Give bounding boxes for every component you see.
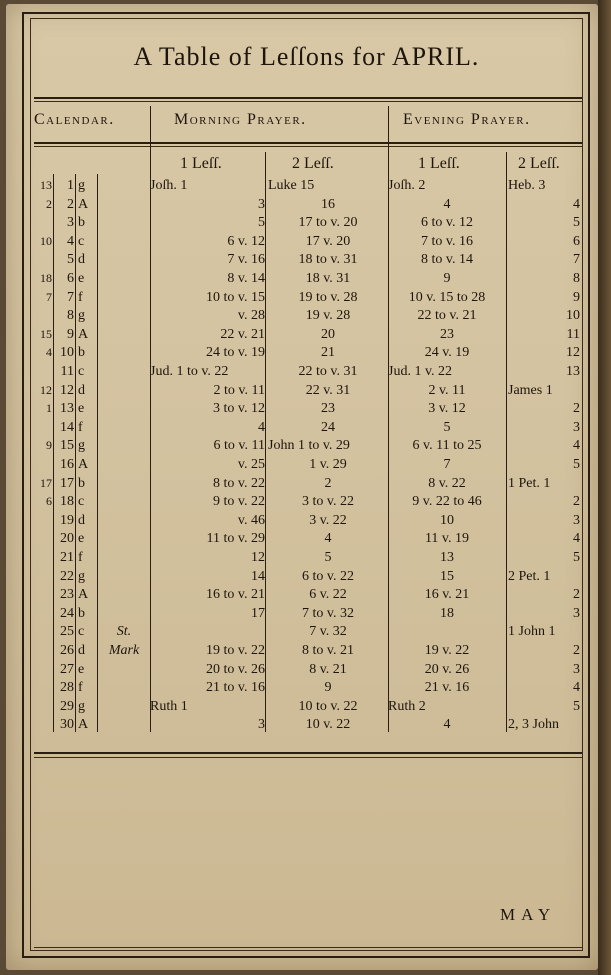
- day-number: 18: [60, 494, 74, 510]
- dominical-letter: c: [78, 233, 85, 249]
- table-row: [0, 457, 611, 477]
- evening-second-lesson: James 1: [508, 382, 553, 398]
- evening-first-lesson: 23: [440, 326, 454, 342]
- morning-second-lesson: 8 v. 21: [309, 661, 347, 677]
- evening-second-lesson: 2: [573, 643, 580, 658]
- day-number: 26: [60, 643, 74, 658]
- table-bottom-rule: [34, 752, 582, 754]
- evening-second-lesson: Heb. 3: [508, 178, 546, 193]
- cycle-number: 7: [46, 289, 52, 304]
- evening-second-lesson: 2: [573, 587, 580, 603]
- morning-first-lesson: 17: [251, 605, 265, 621]
- morning-first-lesson: 4: [258, 419, 265, 435]
- evening-second-lesson: 9: [573, 289, 580, 305]
- evening-second-lesson: 3: [573, 512, 580, 528]
- morning-first-lesson: v. 28: [237, 308, 265, 324]
- evening-first-lesson: Joſh. 2: [388, 178, 426, 193]
- morning-first-lesson: 9 to v. 22: [213, 494, 265, 510]
- morning-second-lesson: 16: [321, 196, 335, 212]
- day-number: 25: [60, 624, 74, 640]
- page-bottom-rule: [34, 947, 582, 948]
- evening-second-lesson: 2 Pet. 1: [508, 568, 551, 584]
- evening-first-lesson: Jud. 1 v. 22: [388, 364, 453, 379]
- day-number: 24: [60, 605, 74, 621]
- morning-second-lesson: 19 v. 28: [305, 308, 351, 324]
- evening-second-lesson: 3: [573, 605, 580, 621]
- morning-second-lesson: Luke 15: [268, 178, 315, 193]
- dominical-letter: c: [78, 624, 85, 640]
- day-number: 8: [67, 308, 74, 324]
- morning-first-lesson: Ruth 1: [150, 698, 188, 714]
- day-number: 15: [60, 438, 74, 454]
- header-rule-thin: [34, 146, 582, 147]
- morning-first-lesson: v. 46: [237, 512, 265, 528]
- evening-second-lesson: 6: [573, 233, 580, 249]
- evening-first-lesson: 7: [443, 457, 451, 472]
- evening-first-lesson: 20 v. 26: [424, 661, 470, 677]
- evening-second-lesson: 2: [573, 494, 580, 510]
- table-row: [0, 327, 611, 347]
- dominical-letter: d: [78, 643, 85, 658]
- morning-first-lesson: Joſh. 1: [150, 178, 188, 193]
- dominical-letter: g: [78, 698, 85, 714]
- header-evening-prayer: Evening Prayer.: [403, 111, 531, 128]
- evening-second-lesson: 2, 3 John: [508, 717, 559, 733]
- morning-first-lesson: 22 v. 21: [220, 326, 265, 342]
- morning-first-lesson: 12: [251, 550, 265, 565]
- table-row: [0, 531, 611, 551]
- morning-second-lesson: 22 to v. 31: [298, 364, 358, 379]
- day-number: 1: [67, 178, 74, 193]
- evening-first-lesson: 21 v. 16: [424, 680, 470, 696]
- table-row: [0, 383, 611, 403]
- morning-second-lesson: 19 to v. 28: [298, 289, 358, 305]
- morning-second-lesson: 4: [324, 531, 332, 547]
- morning-second-lesson: 5: [324, 550, 332, 565]
- table-row: [0, 624, 611, 644]
- morning-first-lesson: 8 v. 14: [227, 271, 265, 286]
- morning-first-lesson: 24 to v. 19: [206, 345, 265, 361]
- evening-first-lesson: 10 v. 15 to 28: [408, 289, 486, 305]
- morning-first-lesson: 19 to v. 22: [206, 643, 265, 658]
- morning-first-lesson: 6 to v. 11: [213, 438, 265, 454]
- table-row: [0, 197, 611, 217]
- day-number: 12: [60, 382, 74, 398]
- dominical-letter: d: [78, 252, 85, 268]
- evening-first-lesson: 8 to v. 14: [421, 252, 473, 268]
- dominical-letter: b: [78, 475, 85, 491]
- evening-second-lesson: 13: [566, 364, 580, 379]
- evening-second-lesson: 5: [573, 550, 580, 565]
- header-calendar: Calendar.: [34, 111, 115, 128]
- table-row: [0, 401, 611, 421]
- day-number: 13: [60, 401, 74, 417]
- morning-second-lesson: 6 to v. 22: [302, 568, 354, 584]
- page-title: A Table of Leſſons for APRIL.: [133, 42, 480, 71]
- table-row: [0, 662, 611, 682]
- evening-second-lesson: 10: [566, 308, 580, 324]
- table-row: [0, 308, 611, 328]
- morning-first-lesson: Jud. 1 to v. 22: [150, 364, 229, 379]
- evening-first-lesson: 24 v. 19: [424, 345, 470, 361]
- day-number: 19: [60, 512, 74, 528]
- day-number: 21: [60, 550, 74, 565]
- table-row: [0, 550, 611, 570]
- evening-first-lesson: 3 v. 12: [428, 401, 466, 417]
- morning-second-lesson: 21: [321, 345, 335, 361]
- catchword: MAY: [500, 905, 557, 924]
- dominical-letter: f: [78, 550, 83, 565]
- table-bottom-rule-thin: [34, 757, 582, 758]
- dominical-letter: A: [78, 196, 89, 212]
- dominical-letter: b: [78, 605, 85, 621]
- morning-second-lesson: 6 v. 22: [309, 587, 347, 603]
- evening-first-lesson: 2 v. 11: [428, 382, 466, 398]
- morning-first-lesson: 3 to v. 12: [213, 401, 265, 417]
- table-row: [0, 438, 611, 458]
- table-row: [0, 717, 611, 737]
- dominical-letter: c: [78, 364, 85, 379]
- evening-first-lesson: 22 to v. 21: [417, 308, 477, 324]
- title-rule-thin: [34, 101, 582, 102]
- evening-second-lesson: 4: [573, 438, 580, 454]
- dominical-letter: e: [78, 531, 85, 547]
- dominical-letter: b: [78, 345, 85, 361]
- evening-first-lesson: 6 to v. 12: [421, 215, 473, 231]
- day-number: 28: [60, 680, 74, 696]
- table-row: [0, 513, 611, 533]
- morning-second-lesson: 17 to v. 20: [298, 215, 358, 231]
- morning-first-lesson: 8 to v. 22: [213, 475, 265, 491]
- evening-second-lesson: 2: [573, 401, 580, 417]
- evening-first-lesson: Ruth 2: [388, 698, 426, 714]
- morning-second-lesson: 2: [324, 475, 332, 491]
- table-row: [0, 364, 611, 384]
- day-number: 4: [67, 233, 74, 249]
- header-morning-prayer: Morning Prayer.: [174, 111, 307, 128]
- day-number: 6: [67, 271, 74, 286]
- evening-second-lesson: 5: [573, 457, 580, 472]
- evening-second-lesson: 4: [573, 680, 580, 696]
- cycle-number: 1: [46, 401, 52, 416]
- morning-second-lesson: 9: [324, 680, 332, 696]
- cycle-number: 17: [40, 475, 52, 490]
- evening-first-lesson: 8 v. 22: [428, 475, 466, 491]
- evening-first-lesson: 5: [443, 419, 451, 435]
- day-number: 27: [60, 661, 74, 677]
- evening-second-lesson: 12: [566, 345, 580, 361]
- evening-first-lesson: 11 v. 19: [424, 531, 470, 547]
- morning-first-lesson: 3: [258, 196, 265, 212]
- day-number: 17: [60, 475, 74, 491]
- cycle-number: 2: [46, 196, 52, 211]
- evening-second-lesson: 4: [573, 531, 580, 547]
- morning-second-lesson: 3 v. 22: [309, 512, 347, 528]
- dominical-letter: e: [78, 401, 85, 417]
- evening-second-lesson: 4: [573, 196, 580, 212]
- evening-second-lesson: 3: [573, 419, 580, 435]
- evening-second-lesson: 5: [573, 698, 580, 714]
- dominical-letter: c: [78, 494, 85, 510]
- dominical-letter: A: [78, 326, 89, 342]
- table-row: [0, 178, 611, 198]
- table-row: [0, 215, 611, 235]
- evening-first-lesson: 19 v. 22: [424, 643, 470, 658]
- table-row: [0, 345, 611, 365]
- evening-second-lesson: 1 John 1: [508, 624, 556, 640]
- table-row: [0, 234, 611, 254]
- day-number: 11: [60, 364, 74, 379]
- dominical-letter: A: [78, 457, 89, 472]
- evening-second-lesson: 8: [573, 271, 580, 286]
- cycle-number: 18: [40, 271, 52, 285]
- evening-first-lesson: 16 v. 21: [424, 587, 470, 603]
- evening-second-lesson: 7: [573, 252, 580, 268]
- day-number: 23: [60, 587, 74, 603]
- morning-second-lesson: 7 to v. 32: [302, 605, 354, 621]
- dominical-letter: f: [78, 289, 83, 305]
- dominical-letter: A: [78, 587, 89, 603]
- morning-second-lesson: 22 v. 31: [305, 382, 351, 398]
- morning-first-lesson: 16 to v. 21: [206, 587, 265, 603]
- morning-first-lesson: 6 v. 12: [227, 233, 265, 249]
- subheader-morning-second: 2 Leſſ.: [292, 155, 334, 172]
- table-row: [0, 643, 611, 663]
- evening-first-lesson: 7 to v. 16: [421, 233, 473, 249]
- dominical-letter: b: [78, 215, 85, 231]
- morning-second-lesson: 18 v. 31: [305, 271, 351, 286]
- header-rule: [34, 142, 582, 144]
- table-row: [0, 680, 611, 700]
- subheader-evening-second: 2 Leſſ.: [518, 155, 560, 172]
- morning-second-lesson: 24: [321, 419, 335, 435]
- day-number: 29: [60, 698, 74, 714]
- table-row: [0, 606, 611, 626]
- day-number: 2: [67, 196, 74, 212]
- morning-first-lesson: v. 25: [237, 457, 265, 472]
- saint-day: Mark: [108, 643, 140, 658]
- dominical-letter: f: [78, 680, 83, 696]
- morning-first-lesson: 5: [258, 215, 265, 231]
- dominical-letter: d: [78, 382, 85, 398]
- morning-second-lesson: 17 v. 20: [305, 233, 351, 249]
- dominical-letter: g: [78, 568, 85, 584]
- table-row: [0, 420, 611, 440]
- morning-first-lesson: 3: [258, 717, 265, 733]
- day-number: 9: [67, 326, 74, 342]
- evening-first-lesson: 9 v. 22 to 46: [412, 494, 482, 510]
- morning-first-lesson: 20 to v. 26: [206, 661, 265, 677]
- day-number: 5: [67, 252, 74, 268]
- subheader-evening-first: 1 Leſſ.: [418, 155, 460, 172]
- morning-second-lesson: 1 v. 29: [309, 457, 347, 472]
- subheader-morning-first: 1 Leſſ.: [180, 155, 222, 172]
- morning-second-lesson: 8 to v. 21: [302, 643, 354, 658]
- evening-first-lesson: 13: [440, 550, 454, 565]
- morning-first-lesson: 11 to v. 29: [206, 531, 265, 547]
- dominical-letter: d: [78, 512, 85, 528]
- day-number: 20: [60, 531, 74, 547]
- cycle-number: 12: [40, 382, 52, 397]
- table-row: [0, 699, 611, 719]
- evening-second-lesson: 5: [573, 215, 580, 231]
- cycle-number: 15: [40, 326, 52, 341]
- table-row: [0, 569, 611, 589]
- table-row: [0, 290, 611, 310]
- evening-first-lesson: 4: [443, 196, 451, 212]
- morning-first-lesson: 21 to v. 16: [206, 680, 265, 696]
- morning-first-lesson: 7 v. 16: [227, 252, 265, 268]
- morning-first-lesson: 14: [251, 568, 265, 584]
- dominical-letter: e: [78, 661, 85, 677]
- saint-day: St.: [116, 624, 132, 640]
- dominical-letter: g: [78, 178, 85, 193]
- table-row: [0, 587, 611, 607]
- morning-first-lesson: 2 to v. 11: [213, 382, 265, 398]
- evening-second-lesson: 3: [573, 661, 580, 677]
- evening-first-lesson: 18: [440, 605, 454, 621]
- dominical-letter: g: [78, 308, 85, 324]
- cycle-number: 10: [40, 233, 52, 248]
- morning-second-lesson: 20: [321, 326, 335, 342]
- day-number: 16: [60, 457, 74, 472]
- day-number: 22: [60, 568, 74, 584]
- title-rule: [34, 97, 582, 99]
- morning-second-lesson: 3 to v. 22: [302, 494, 354, 510]
- table-row: [0, 271, 611, 291]
- day-number: 10: [60, 345, 74, 361]
- evening-first-lesson: 6 v. 11 to 25: [412, 438, 482, 454]
- dominical-letter: A: [78, 717, 89, 733]
- day-number: 3: [67, 215, 74, 231]
- morning-first-lesson: 10 to v. 15: [206, 289, 265, 305]
- day-number: 7: [67, 289, 74, 305]
- morning-second-lesson: 10 to v. 22: [298, 698, 358, 714]
- morning-second-lesson: 7 v. 32: [309, 624, 347, 640]
- cycle-number: 4: [46, 345, 52, 360]
- dominical-letter: e: [78, 271, 85, 286]
- day-number: 14: [60, 419, 74, 435]
- dominical-letter: g: [78, 438, 85, 454]
- evening-second-lesson: 11: [566, 326, 580, 342]
- table-row: [0, 494, 611, 514]
- evening-first-lesson: 10: [440, 512, 454, 528]
- evening-first-lesson: 15: [440, 568, 454, 584]
- morning-second-lesson: 10 v. 22: [305, 717, 351, 733]
- dominical-letter: f: [78, 419, 83, 435]
- cycle-number: 9: [46, 438, 52, 453]
- evening-first-lesson: 9: [443, 271, 451, 286]
- table-row: [0, 476, 611, 496]
- cycle-number: 6: [46, 494, 52, 509]
- day-number: 30: [60, 717, 74, 733]
- evening-second-lesson: 1 Pet. 1: [508, 475, 551, 491]
- evening-first-lesson: 4: [443, 717, 451, 733]
- morning-second-lesson: John 1 to v. 29: [268, 438, 350, 454]
- cycle-number: 13: [40, 178, 52, 192]
- table-row: [0, 252, 611, 272]
- morning-second-lesson: 18 to v. 31: [298, 252, 358, 268]
- morning-second-lesson: 23: [321, 401, 335, 417]
